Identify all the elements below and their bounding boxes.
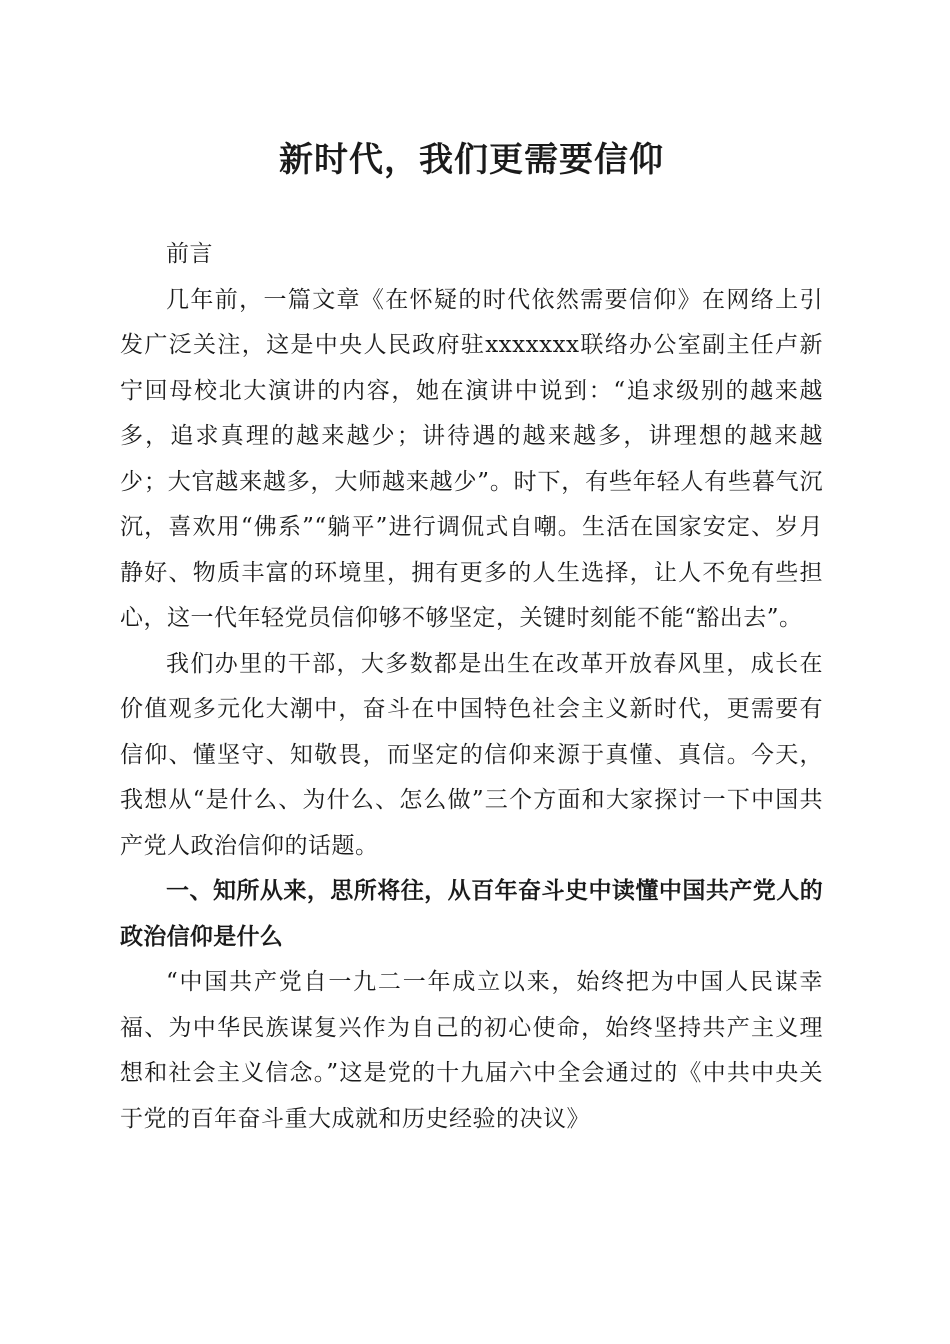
- body-paragraph: “中国共产党自一九二一年成立以来，始终把为中国人民谋幸福、为中华民族谋复兴作为自己的初心使命，始终坚持共产主义理想和社会主义信念。”这是党的十九届六中全会通过的《中共中央关于党的百年奋斗重大成就和历史经验的决议》: [120, 969, 823, 1132]
- document-title: 新时代，我们更需要信仰: [279, 140, 664, 180]
- body-paragraph: 我们办里的干部，大多数都是出生在改革开放春风里，成长在价值观多元化大潮中，奋斗在中国特色社会主义新时代，更需要有信仰、懂坚守、知敬畏，而坚定的信仰来源于真懂、真信。今天，我想从“是什么、为什么、怎么做”三个方面和大家探讨一下中国共产党人政治信仰的话题。: [120, 650, 823, 859]
- section-heading: 一、知所从来，思所将往，从百年奋斗史中读懂中国共产党人的政治信仰是什么: [120, 878, 823, 950]
- body-paragraph: 几年前，一篇文章《在怀疑的时代依然需要信仰》在网络上引发广泛关注，这是中央人民政府驻xxxxxxx联络办公室副主任卢新宁回母校北大演讲的内容，她在演讲中说到：“追求级别的越来越多，追求真理的越来越少；讲待遇的越来越多，讲理想的越来越少；大官越来越多，大师越来越少”。时下，有些年轻人有些暮气沉沉，喜欢用“佛系”“躺平”进行调侃式自嘲。生活在国家安定、岁月静好、物质丰富的环境里，拥有更多的人生选择，让人不免有些担心，这一代年轻党员信仰够不够坚定，关键时刻能不能“豁出去”。: [120, 286, 823, 631]
- preface-label: 前言: [166, 241, 213, 267]
- document-body: [120, 232, 823, 1142]
